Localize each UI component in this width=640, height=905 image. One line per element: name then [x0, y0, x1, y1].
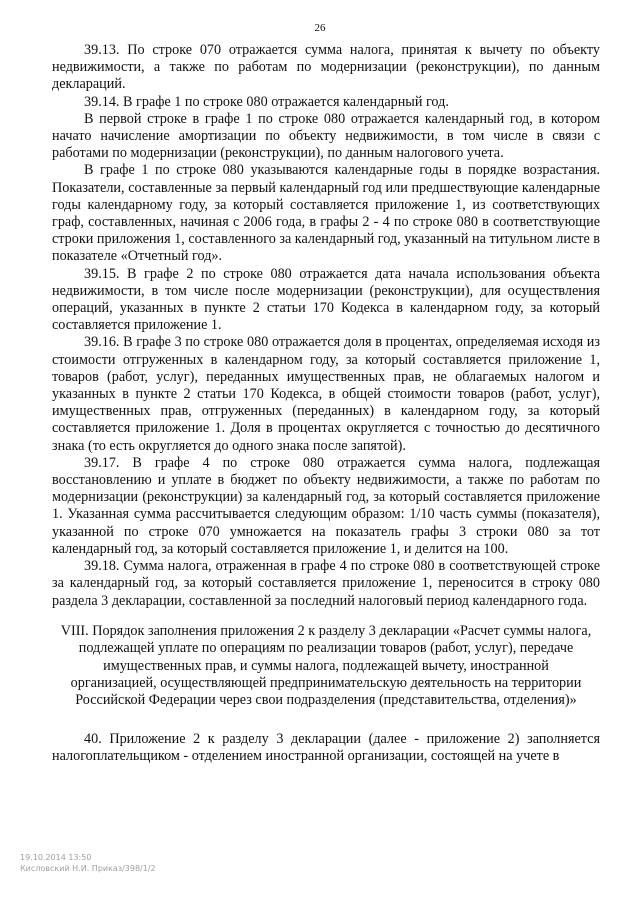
paragraph-39-14-first-row: В первой строке в графе 1 по строке 080 отражается календарный год, в котором начато начисление амортизации по объекту недвижимости, в том числе в связи с работами по модернизации (реконструкции), по данным налогового учета. — [52, 110, 600, 162]
paragraph-39-14-years-order: В графе 1 по строке 080 указываются календарные годы в порядке возрастания. Показатели, составленные за первый календарный год или предшествующие календарные годы календарному году, за который составляется приложение 1, из соответствующих граф, составленных, начиная с 2006 года, в графы 2 - 4 по строке 080 в соответствующие строки приложения 1, составленного за календарный год, указанный на титульном листе в показателе «Отчетный год». — [52, 162, 600, 265]
paragraph-39-14: 39.14. В графе 1 по строке 080 отражается календарный год. — [84, 93, 449, 110]
paragraph-39-17: 39.17. В графе 4 по строке 080 отражается сумма налога, подлежащая восстановлению и уплате в бюджет по объекту недвижимости, а также по работам по модернизации (реконструкции) за календарный год, за который составляется приложение 1. Указанная сумма рассчитывается следующим образом: 1/10 часть суммы (показателя), указанной по строке 070 умножается на показатель графы 3 строки 080 за тот календарный год, за который составляется приложение 1, и делится на 100. — [52, 454, 600, 557]
paragraph-39-18: 39.18. Сумма налога, отраженная в графе 4 по строке 080 в соответствующей строке за календарный год, за который составляется приложение 1, переносится в строку 080 раздела 3 декларации, составленной за последний налоговый период календарного года. — [52, 558, 600, 609]
paragraph-40: 40. Приложение 2 к разделу 3 декларации (далее - приложение 2) заполняется налогоплательщиком - отделением иностранной организации, состоящей на учете в — [52, 730, 600, 764]
paragraph-39-15: 39.15. В графе 2 по строке 080 отражается дата начала использования объекта недвижимости, в том числе после модернизации (реконструкции), для осуществления операций, указанных в пункте 2 статьи 170 Кодекса в календарном году, за который составляется приложение 1. — [52, 265, 600, 334]
footer-stamp-date: 19.10.2014 13:50 — [20, 853, 92, 862]
footer-stamp-author: Кисловский Н.И. Приказ/398/1/2 — [20, 864, 156, 873]
section-heading-viii: VIII. Порядок заполнения приложения 2 к разделу 3 декларации «Расчет суммы налога, подлежащей уплате по операциям по реализации товаров (работ, услуг), передаче имущественных прав, и суммы налога, подлежащей вычету, иностранной организацией, осуществляющей предпринимательскую деятельность на территории Российской Федерации через свои подразделения (представительства, отделения)» — [60, 622, 592, 709]
footer-stamp — [20, 852, 156, 874]
document-body — [52, 42, 600, 765]
page-number: 26 — [314, 22, 326, 34]
paragraph-39-16: 39.16. В графе 3 по строке 080 отражается доля в процентах, определяемая исходя из стоимости отгруженных в календарном году, за который составляется приложение 1, товаров (работ, услуг), переданных имущественных прав, не облагаемых налогом и указанных в пункте 2 статьи 170 Кодекса, в общей стоимости товаров (работ, услуг), имущественных прав, отгруженных (переданных) в календарном году, за который составляется приложение 1. Доля в процентах округляется с точностью до десятичного знака (то есть округляется до одного знака после запятой). — [52, 334, 600, 454]
paragraph-39-13: 39.13. По строке 070 отражается сумма налога, принятая к вычету по объекту недвижимости, а также по работам по модернизации (реконструкции), по данным деклараций. — [52, 42, 600, 93]
